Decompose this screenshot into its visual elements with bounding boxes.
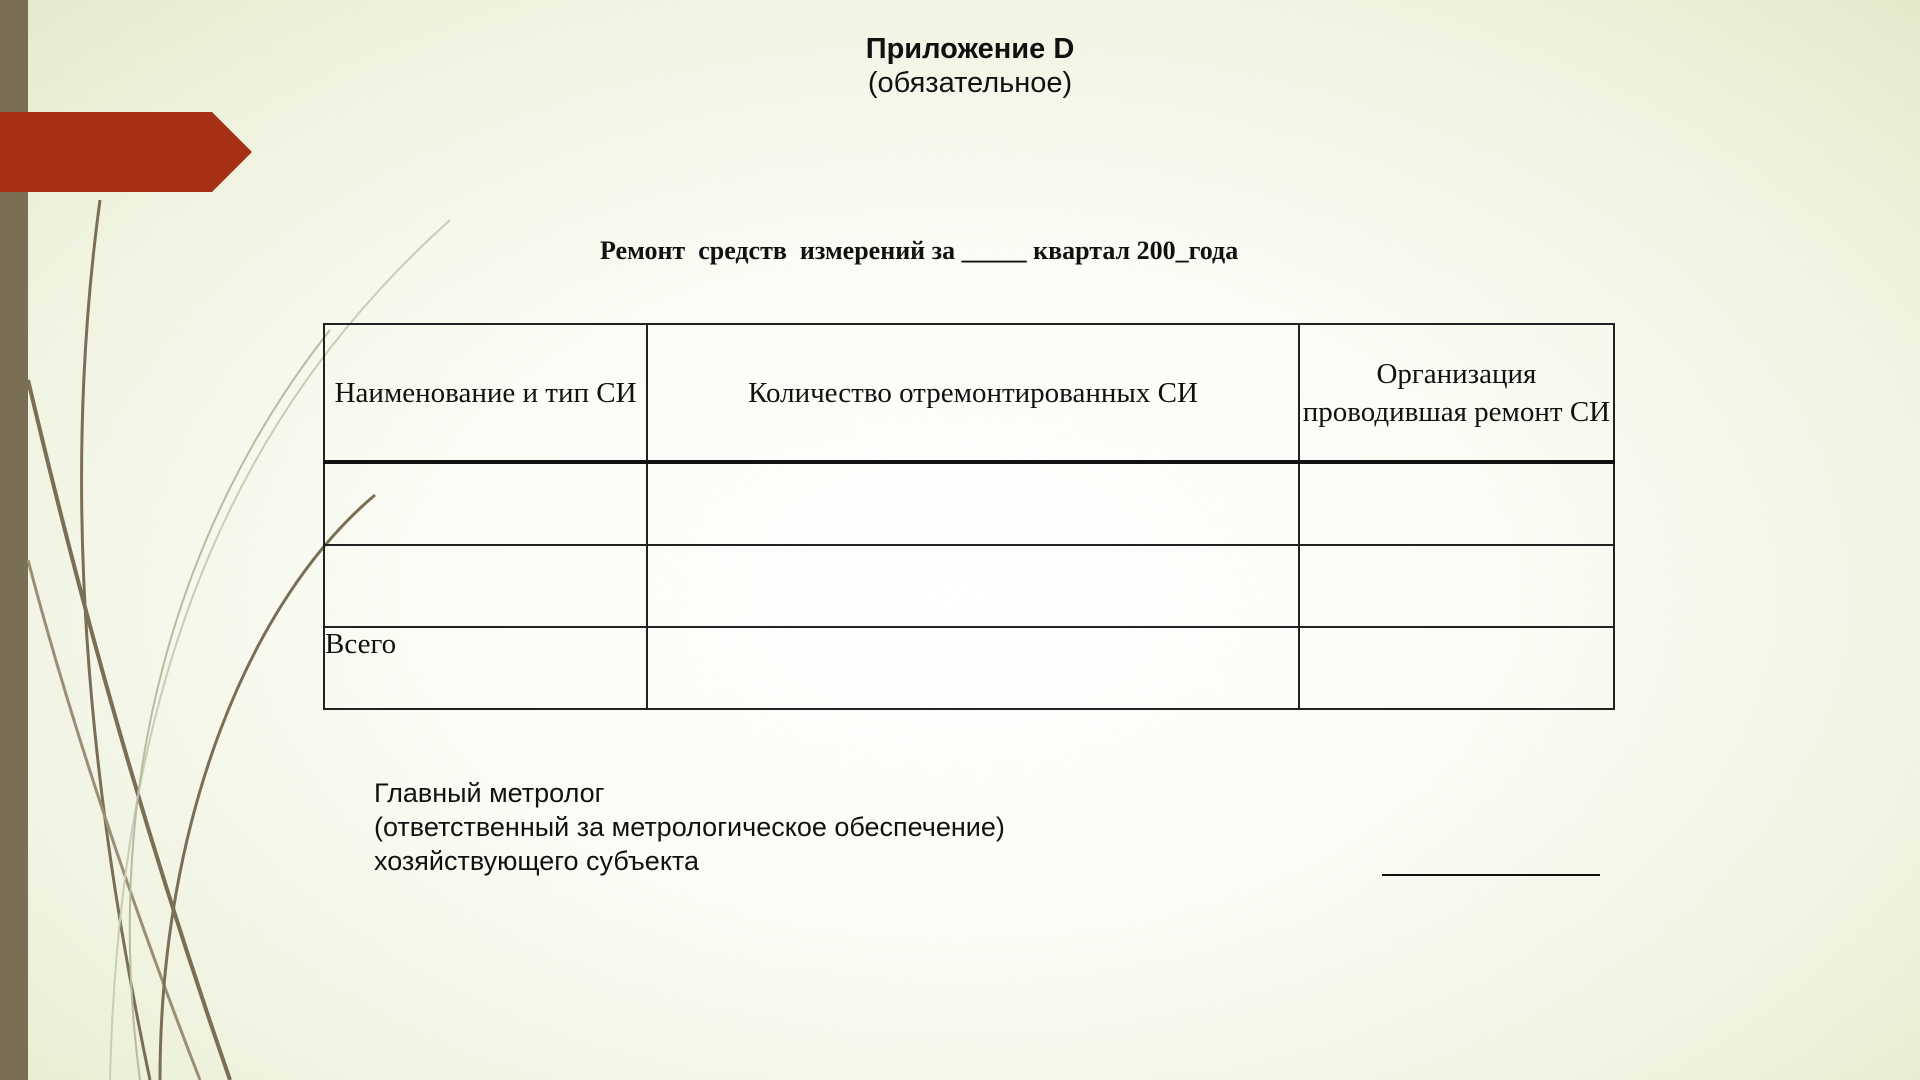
red-arrow-tab [0,112,252,192]
page-subtitle: (обязательное) [867,67,1073,99]
table-row [324,462,1614,545]
signature-entity: хозяйствующего субъекта [374,846,700,876]
signature-block [374,776,1005,878]
table-row [324,545,1614,627]
table-cell [647,545,1299,627]
table-cell [324,545,647,627]
signature-line [1382,874,1600,876]
page-title: Приложение D [865,33,1075,65]
report-heading: Ремонт средств измерений за _____ квартал 200_года [600,236,1239,265]
total-quantity-cell [647,627,1299,709]
title-block [0,32,1920,100]
table-cell [1299,462,1614,545]
total-organization-cell [1299,627,1614,709]
table-total-row [324,627,1614,709]
header-name-type: Наименование и тип СИ [324,324,647,462]
repair-table [323,323,1615,710]
table-cell [647,462,1299,545]
header-quantity: Количество отремонтированных СИ [647,324,1299,462]
signature-role: (ответственный за метрологическое обеспечение) [374,812,1005,842]
table-header-row [324,324,1614,462]
header-organization: Организация проводившая ремонт СИ [1299,324,1614,462]
table-cell [1299,545,1614,627]
signature-title: Главный метролог [374,778,605,808]
total-label: Всего [324,627,647,709]
table-cell [324,462,647,545]
